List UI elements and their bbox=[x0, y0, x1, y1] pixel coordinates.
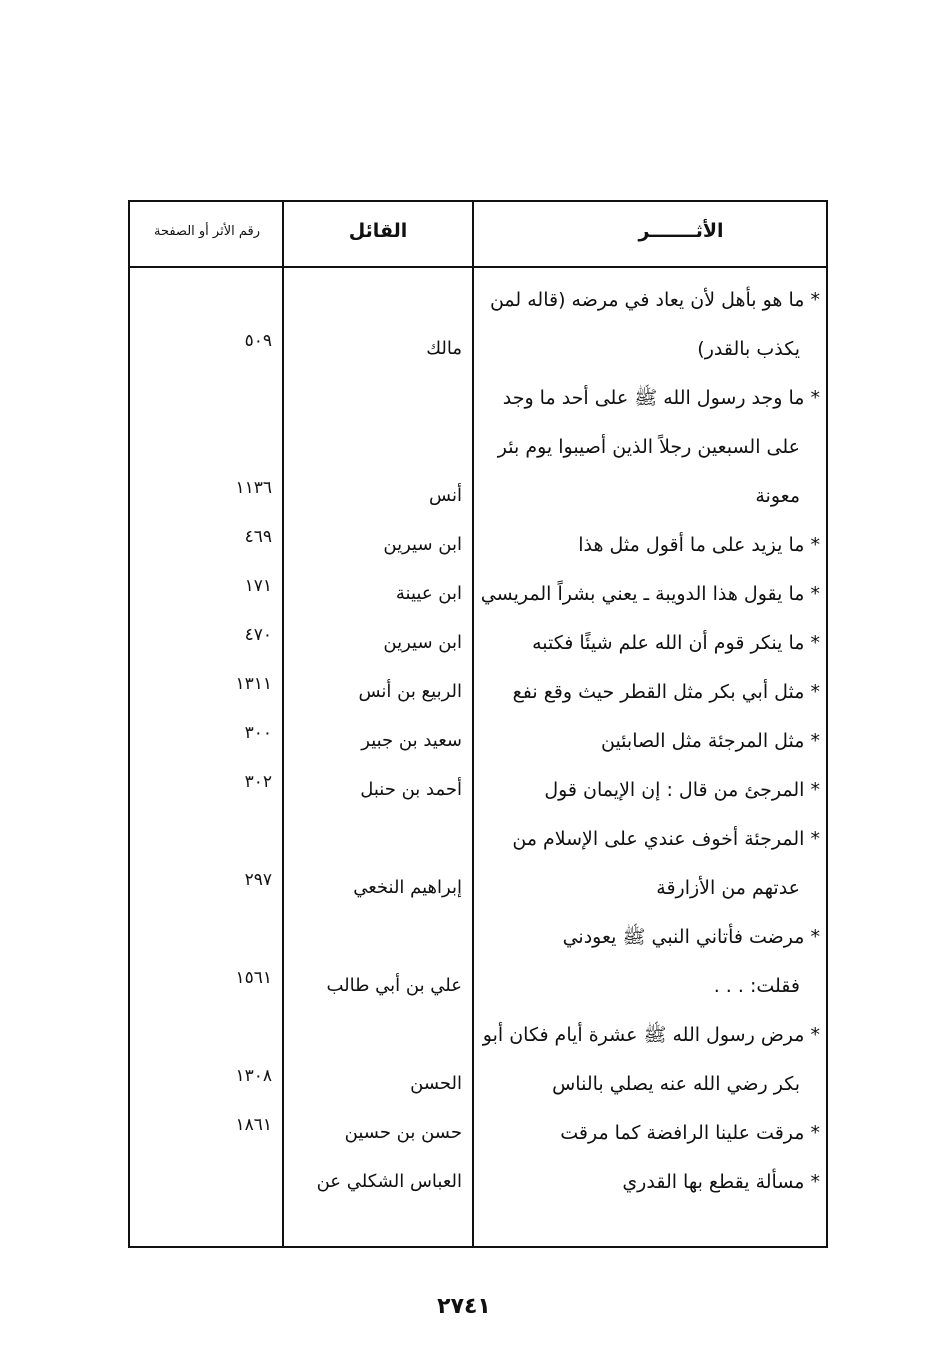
raqm-cell: ٥٠٩ bbox=[244, 331, 272, 351]
raqm-cell: ١١٣٦ bbox=[235, 478, 272, 498]
raqm-cell: ٢٩٧ bbox=[244, 870, 272, 890]
header-athar: الأثـــــــر bbox=[638, 220, 724, 242]
header-divider bbox=[130, 266, 826, 268]
raqm-cell: ٣٠٠ bbox=[244, 723, 272, 743]
qail-cell: الربيع بن أنس bbox=[358, 681, 462, 702]
qail-cell: ابن عيينة bbox=[395, 583, 462, 604]
athar-line: * مثل المرجئة مثل الصابئين bbox=[600, 730, 820, 752]
qail-cell: مالك bbox=[426, 338, 462, 359]
raqm-cell: ٣٠٢ bbox=[244, 772, 272, 792]
athar-line: يكذب بالقدر) bbox=[697, 338, 800, 360]
raqm-cell: ١٣٠٨ bbox=[235, 1066, 272, 1086]
athar-line: عدتهم من الأزارقة bbox=[656, 877, 800, 899]
athar-line: على السبعين رجلاً الذين أصيبوا يوم بئر bbox=[497, 436, 800, 458]
header-qail: القائل bbox=[348, 220, 408, 242]
qail-cell: سعيد بن جبير bbox=[361, 730, 462, 751]
athar-line: بكر رضي الله عنه يصلي بالناس bbox=[552, 1073, 800, 1095]
qail-cell: إبراهيم النخعي bbox=[353, 877, 462, 898]
column-divider-left bbox=[282, 202, 284, 1246]
raqm-cell: ٤٦٩ bbox=[244, 527, 272, 547]
athar-line: * ما يزيد على ما أقول مثل هذا bbox=[578, 534, 820, 556]
athar-line: * ما هو بأهل لأن يعاد في مرضه (قاله لمن bbox=[489, 289, 820, 311]
raqm-cell: ٤٧٠ bbox=[244, 625, 272, 645]
qail-cell: أحمد بن حنبل bbox=[360, 779, 462, 800]
athar-line: * مرض رسول الله ﷺ عشرة أيام فكان أبو bbox=[482, 1024, 820, 1046]
raqm-cell: ١٣١١ bbox=[235, 674, 272, 694]
athar-line: * ما ينكر قوم أن الله علم شيئًا فكتبه bbox=[532, 632, 820, 654]
athar-line: * مرقت علينا الرافضة كما مرقت bbox=[560, 1122, 820, 1144]
qail-cell: الحسن bbox=[410, 1073, 462, 1094]
qail-cell: حسن بن حسين bbox=[344, 1122, 462, 1143]
qail-cell: العباس الشكلي عن bbox=[316, 1171, 462, 1192]
raqm-cell: ١٨٦١ bbox=[235, 1115, 272, 1135]
page-number: ٢٧٤١ bbox=[437, 1294, 491, 1319]
raqm-cell: ١٥٦١ bbox=[235, 968, 272, 988]
qail-cell: ابن سيرين bbox=[383, 534, 462, 555]
athar-line: * مثل أبي بكر مثل القطر حيث وقع نفع bbox=[512, 681, 820, 703]
athar-line: * ما وجد رسول الله ﷺ على أحد ما وجد bbox=[502, 387, 820, 409]
header-raqm: رقم الأثر أو الصفحة bbox=[153, 224, 261, 239]
athar-line: * مسألة يقطع بها القدري bbox=[622, 1171, 820, 1193]
athar-line: * ما يقول هذا الدويبة ـ يعني بشراً المريسي bbox=[480, 583, 820, 605]
athar-line: معونة bbox=[755, 485, 800, 507]
athar-line: * المرجئة أخوف عندي على الإسلام من bbox=[512, 828, 820, 850]
qail-cell: علي بن أبي طالب bbox=[326, 975, 462, 996]
qail-cell: أنس bbox=[429, 485, 462, 506]
qail-cell: ابن سيرين bbox=[383, 632, 462, 653]
athar-line: * مرضت فأتاني النبي ﷺ يعودني bbox=[562, 926, 820, 948]
athar-line: * المرجئ من قال : إن الإيمان قول bbox=[544, 779, 820, 801]
raqm-cell: ١٧١ bbox=[244, 576, 272, 596]
column-divider-right bbox=[472, 202, 474, 1246]
athar-line: فقلت: . . . bbox=[713, 975, 800, 997]
